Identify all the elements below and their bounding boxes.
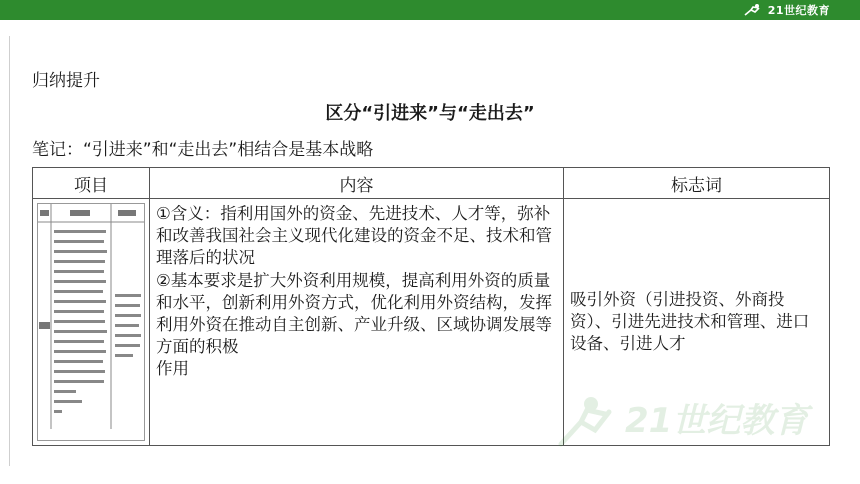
content-cell bbox=[150, 199, 564, 446]
watermark-logo-icon bbox=[555, 392, 830, 452]
note-text: 笔记：“引进来”和“走出去”相结合是基本战略 bbox=[32, 140, 374, 160]
header-bar bbox=[0, 0, 860, 20]
watermark-text: 21世纪教育 bbox=[625, 401, 809, 441]
watermark bbox=[555, 392, 830, 452]
keywords-cell: 吸引外资（引进投资、外商投资）、引进先进技术和管理、进口设备、引进人才 bbox=[564, 199, 830, 446]
runner-logo-icon bbox=[742, 3, 764, 17]
embedded-table-image-cell bbox=[33, 199, 150, 446]
content-paragraph-tail: 作用 bbox=[156, 359, 189, 379]
page-title: 区分“引进来”与“走出去” bbox=[325, 103, 535, 124]
column-header-content: 内容 bbox=[150, 168, 564, 199]
table-header-row bbox=[33, 168, 830, 199]
logo-text: 21世纪教育 bbox=[767, 4, 830, 17]
table-thumbnail-graphic bbox=[38, 204, 144, 429]
section-title: 归纳提升 bbox=[32, 71, 100, 91]
content-paragraph-meaning: ①含义：指利用国外的资金、先进技术、人才等，弥补和改善我国社会主义现代化建设的资金不足、技术和管理落后的状况 bbox=[156, 204, 552, 268]
content-paragraph-requirement: ②基本要求是扩大外资利用规模，提高利用外资的质量和水平，创新利用外资方式，优化利用外资结构，发挥利用外资在推动自主创新、产业升级、区域协调发展等方面的积极 bbox=[156, 270, 552, 357]
column-header-item: 项目 bbox=[33, 168, 150, 199]
column-header-keywords: 标志词 bbox=[564, 168, 830, 199]
embedded-table-image bbox=[37, 203, 145, 441]
brand-logo bbox=[742, 2, 830, 18]
